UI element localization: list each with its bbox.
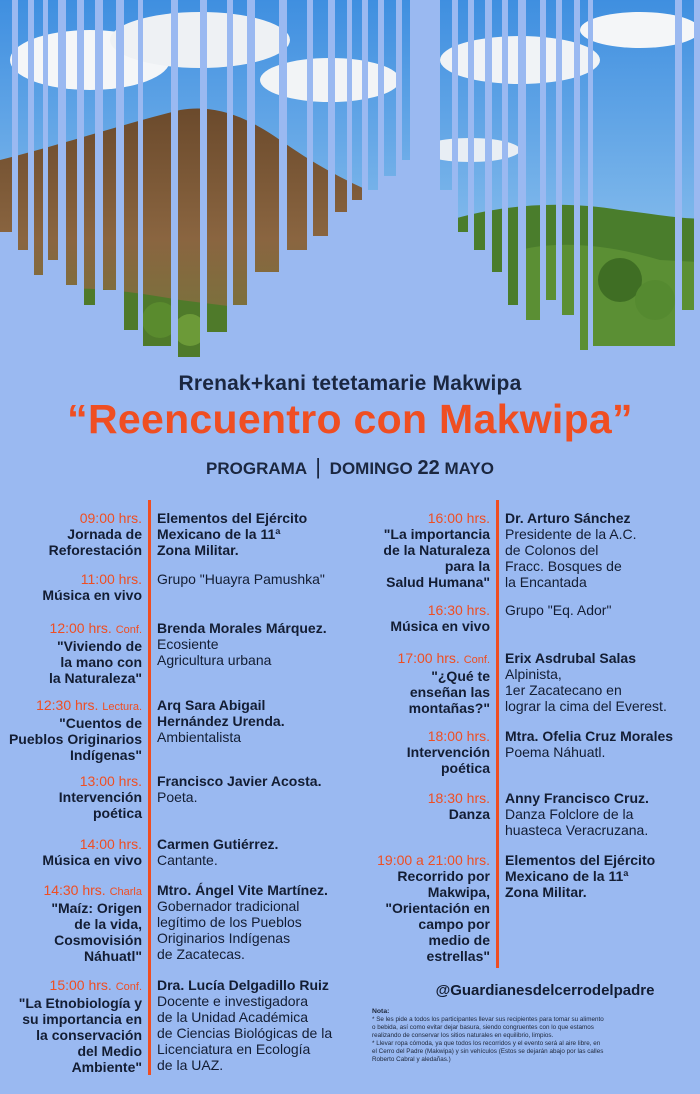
- presenter-line: Alpinista,: [505, 666, 562, 682]
- activity-block: [4, 571, 142, 603]
- presenter-line: Poeta.: [157, 789, 198, 805]
- presenter-line: Docente e investigadora: [157, 993, 308, 1009]
- presenter-line: Fracc. Bosques de: [505, 558, 622, 574]
- activity-line: Pueblos Originarios: [8, 731, 142, 747]
- note-line: o bebida, así como evitar dejar basura, siendo congruentes con lo que estamos: [372, 1024, 594, 1031]
- presenter-line: Gobernador tradicional: [157, 898, 300, 914]
- activity-block: [360, 790, 490, 822]
- time-line: [360, 650, 490, 668]
- activity-line: Ambiente": [71, 1059, 142, 1075]
- activity-line: Música en vivo: [42, 587, 142, 603]
- activity-time: 15:00 hrs.: [49, 977, 112, 993]
- presenter-line: Zona Militar.: [157, 542, 239, 558]
- time-line: [4, 510, 142, 526]
- presenter-block: [505, 728, 700, 760]
- presenter-line: Poema Náhuatl.: [505, 744, 606, 760]
- note-lines: [372, 1016, 690, 1064]
- activity-line: de la vida,: [74, 916, 142, 932]
- event-subtitle: Rrenak+kani tetetamarie Makwipa: [178, 372, 522, 395]
- right-divider-line: [496, 500, 499, 968]
- activity-line: Náhuatl": [84, 948, 142, 964]
- activity-time: 12:00 hrs.: [49, 620, 112, 636]
- presenter-line: lograr la cima del Everest.: [505, 698, 667, 714]
- activity-line: Intervención: [406, 744, 490, 760]
- activity-line: Música en vivo: [390, 618, 490, 634]
- presenter-line: Elementos del Ejército: [157, 510, 308, 526]
- presenter-line: Agricultura urbana: [157, 652, 272, 668]
- activity-line: la mano con: [60, 654, 142, 670]
- activity-kind: Conf.: [463, 654, 490, 666]
- activity-line: Recorrido por: [397, 868, 490, 884]
- presenter-line: Brenda Morales Márquez.: [157, 620, 327, 636]
- note-line: Roberto Cabral y aledañas.): [372, 1056, 451, 1063]
- activity-block: [4, 510, 142, 558]
- time-line: [360, 852, 490, 868]
- activity-line: poética: [440, 760, 490, 776]
- note-title: Nota:: [372, 1008, 390, 1015]
- activity-time: 11:00 hrs.: [80, 571, 142, 587]
- presenter-line: Erix Asdrubal Salas: [505, 650, 636, 666]
- presenter-line: Danza Folclore de la: [505, 806, 634, 822]
- presenter-line: Mexicano de la 11ª: [157, 526, 281, 542]
- presenter-line: Mtro. Ángel Vite Martínez.: [157, 882, 328, 898]
- presenter-block: [505, 650, 700, 714]
- activity-line: "Viviendo de: [57, 638, 142, 654]
- time-line: [4, 836, 142, 852]
- presenter-line: Elementos del Ejército: [505, 852, 656, 868]
- activity-line: campo por: [418, 916, 490, 932]
- note-line: * Llevar ropa cómoda, ya que todos los recorridos y el evento será al aire libre, en: [372, 1040, 601, 1047]
- hero-landscape-image: [0, 0, 700, 370]
- activity-line: para la: [444, 558, 490, 574]
- activity-line: "La Etnobiología y: [18, 995, 142, 1011]
- activity-line: Makwipa,: [427, 884, 490, 900]
- activity-line: enseñan las: [409, 684, 490, 700]
- activity-line: la conservación: [36, 1027, 142, 1043]
- presenter-line: huasteca Veracruzana.: [505, 822, 649, 838]
- note-line: * Se les pide a todos los participantes llevar sus recipientes para tomar su alimento: [372, 1016, 604, 1023]
- activity-block: [360, 852, 490, 964]
- time-line: [4, 882, 142, 900]
- activity-kind: Lectura.: [102, 701, 142, 713]
- activity-line: "La importancia: [383, 526, 490, 542]
- activity-line: montañas?": [408, 700, 490, 716]
- presenter-line: Licenciatura en Ecología: [157, 1041, 311, 1057]
- presenter-line: 1er Zacatecano en: [505, 682, 622, 698]
- activity-time: 16:30 hrs.: [427, 602, 490, 618]
- presenter-line: Ecosiente: [157, 636, 219, 652]
- presenter-block: [505, 510, 700, 590]
- activity-time: 18:30 hrs.: [427, 790, 490, 806]
- presenter-line: Zona Militar.: [505, 884, 587, 900]
- activity-block: [360, 602, 490, 634]
- left-divider-line: [148, 500, 151, 1075]
- activity-line: Intervención: [58, 789, 142, 805]
- activity-time: 17:00 hrs.: [397, 650, 460, 666]
- activity-time: 16:00 hrs.: [427, 510, 490, 526]
- activity-time: 19:00 a 21:00 hrs.: [377, 852, 490, 868]
- activity-line: la Naturaleza": [48, 670, 142, 686]
- activity-block: [360, 728, 490, 776]
- presenter-block: [157, 571, 367, 587]
- programa-label: PROGRAMA: [206, 459, 307, 478]
- presenter-line: de la Unidad Académica: [157, 1009, 308, 1025]
- activity-kind: Charla: [109, 886, 142, 898]
- date-separator: |: [315, 454, 321, 479]
- activity-line: medio de: [428, 932, 490, 948]
- time-line: [360, 602, 490, 618]
- presenter-line: la Encantada: [505, 574, 587, 590]
- activity-line: su importancia en: [22, 1011, 142, 1027]
- time-line: [360, 790, 490, 806]
- presenter-block: [505, 790, 700, 838]
- presenter-block: [157, 836, 367, 868]
- presenter-line: Carmen Gutiérrez.: [157, 836, 279, 852]
- presenter-line: Cantante.: [157, 852, 218, 868]
- activity-time: 18:00 hrs.: [427, 728, 490, 744]
- activity-line: Cosmovisión: [54, 932, 142, 948]
- activity-line: Indígenas": [70, 747, 142, 763]
- activity-line: del Medio: [77, 1043, 142, 1059]
- activity-block: [360, 510, 490, 590]
- presenter-line: Grupo "Eq. Ador": [505, 602, 612, 618]
- event-title: “Reencuentro con Makwipa”: [67, 396, 633, 442]
- presenter-line: Presidente de la A.C.: [505, 526, 637, 542]
- activity-block: [4, 882, 142, 964]
- activity-block: [4, 836, 142, 868]
- time-line: [360, 728, 490, 744]
- activity-time: 14:30 hrs.: [43, 882, 106, 898]
- activity-kind: Conf.: [115, 624, 142, 636]
- activity-line: "Cuentos de: [59, 715, 142, 731]
- activity-line: "Orientación en: [385, 900, 490, 916]
- presenter-line: Dr. Arturo Sánchez: [505, 510, 631, 526]
- presenter-line: Arq Sara Abigail: [157, 697, 266, 713]
- presenter-line: Francisco Javier Acosta.: [157, 773, 322, 789]
- note-line: realizando de conservar los sitios naturales en equilibrio, limpios.: [372, 1032, 554, 1039]
- activity-time: 14:00 hrs.: [79, 836, 142, 852]
- time-line: [4, 620, 142, 638]
- presenter-block: [157, 773, 367, 805]
- activity-line: Jornada de: [67, 526, 142, 542]
- activity-line: estrellas": [426, 948, 490, 964]
- presenter-block: [157, 697, 367, 745]
- weekday-label: DOMINGO: [329, 459, 413, 478]
- activity-line: de la Naturaleza: [383, 542, 490, 558]
- presenter-block: [157, 620, 367, 668]
- activity-line: "Maíz: Origen: [51, 900, 142, 916]
- presenter-block: [505, 602, 700, 618]
- activity-kind: Conf.: [115, 981, 142, 993]
- mountain-strips-illustration: [0, 0, 700, 370]
- presenter-line: Hernández Urenda.: [157, 713, 285, 729]
- presenter-line: de Colonos del: [505, 542, 599, 558]
- footer-note: [372, 1008, 690, 1064]
- activity-line: Reforestación: [48, 542, 142, 558]
- date-line: [0, 454, 700, 480]
- activity-block: [4, 773, 142, 821]
- presenter-line: Mexicano de la 11ª: [505, 868, 629, 884]
- activity-block: [4, 977, 142, 1075]
- time-line: [360, 510, 490, 526]
- presenter-block: [505, 852, 700, 900]
- activity-line: poética: [92, 805, 142, 821]
- presenter-block: [157, 977, 367, 1073]
- presenter-block: [157, 510, 367, 558]
- activity-line: Salud Humana": [386, 574, 490, 590]
- activity-line: Danza: [448, 806, 490, 822]
- note-line: el Cerro del Padre (Makwipa) y sin vehículos (Estos se dejarán abajo por las calles: [372, 1048, 604, 1055]
- month-label: MAYO: [444, 459, 494, 478]
- presenter-line: de la UAZ.: [157, 1057, 224, 1073]
- day-number: 22: [417, 457, 440, 479]
- activity-line: "¿Qué te: [431, 668, 490, 684]
- time-line: [4, 697, 142, 715]
- time-line: [4, 571, 142, 587]
- presenter-line: legítimo de los Pueblos: [157, 914, 302, 930]
- activity-time: 12:30 hrs.: [36, 697, 99, 713]
- activity-block: [4, 620, 142, 686]
- presenter-line: Anny Francisco Cruz.: [505, 790, 649, 806]
- time-line: [4, 977, 142, 995]
- activity-block: [360, 650, 490, 716]
- presenter-line: de Zacatecas.: [157, 946, 245, 962]
- activity-block: [4, 697, 142, 763]
- presenter-line: Ambientalista: [157, 729, 242, 745]
- presenter-line: Originarios Indígenas: [157, 930, 291, 946]
- social-handle: @Guardianesdelcerrodelpadre: [435, 982, 655, 999]
- presenter-block: [157, 882, 367, 962]
- presenter-line: Grupo "Huayra Pamushka": [157, 571, 325, 587]
- activity-line: Música en vivo: [42, 852, 142, 868]
- activity-time: 13:00 hrs.: [79, 773, 142, 789]
- presenter-line: Dra. Lucía Delgadillo Ruiz: [157, 977, 329, 993]
- time-line: [4, 773, 142, 789]
- presenter-line: Mtra. Ofelia Cruz Morales: [505, 728, 674, 744]
- presenter-line: de Ciencias Biológicas de la: [157, 1025, 333, 1041]
- activity-time: 09:00 hrs.: [79, 510, 142, 526]
